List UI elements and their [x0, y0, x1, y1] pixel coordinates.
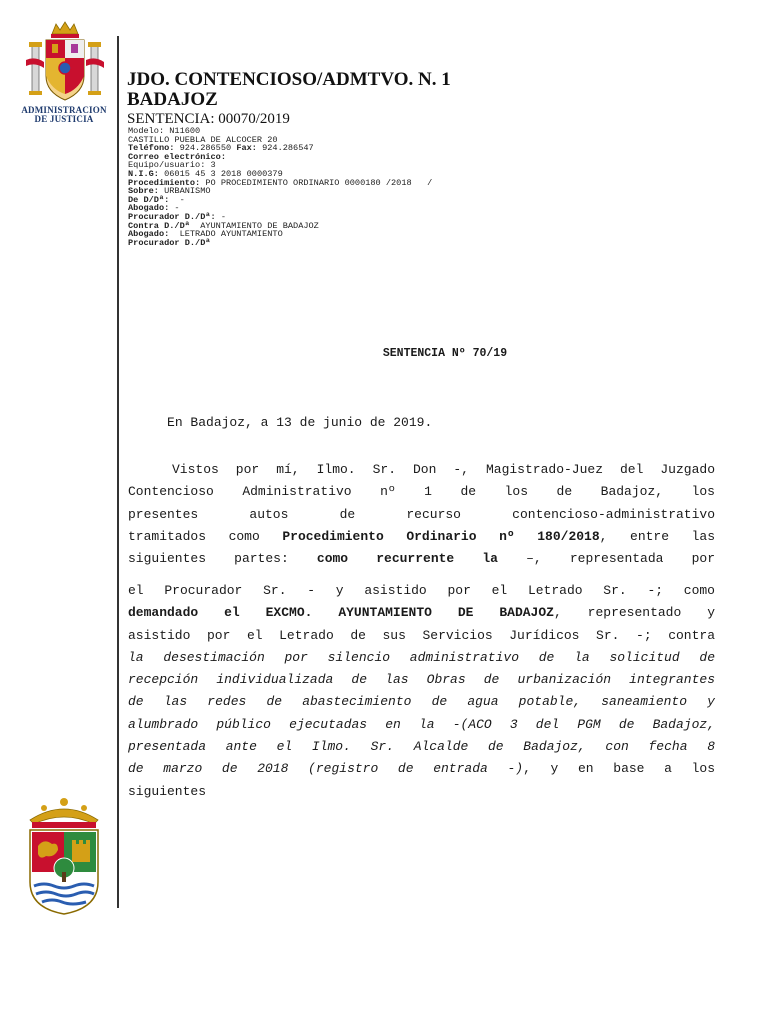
nig-line: N.I.G: 06015 45 3 2018 0000379 — [128, 168, 283, 179]
sobre-line: Sobre: URBANISMO — [128, 186, 211, 197]
procurador-line: Procurador D./Dª: - — [128, 211, 226, 222]
p1-line-3: presentes autos de recurso contencioso-administrativo — [128, 506, 715, 522]
p2-line-10: siguientes — [128, 783, 207, 799]
paragraph-2 — [128, 580, 715, 803]
p2-line-4: la desestimación por silencio administrativo de la solicitud de — [128, 649, 715, 665]
procedimiento-line: Procedimiento: PO PROCEDIMIENTO ORDINARIO 0000180 /2018 / — [128, 177, 433, 188]
p2-line-7: alumbrado público ejecutadas en la -(ACO 3 del PGM de Badajoz, — [128, 716, 715, 732]
p2-line-1: el Procurador Sr. - y asistido por el Letrado Sr. -; como — [128, 583, 715, 598]
contra-line: Contra D./Dª AYUNTAMIENTO DE BADAJOZ — [128, 220, 319, 231]
address-line: CASTILLO PUEBLA DE ALCOCER 20 — [128, 134, 278, 145]
p2-line-9: de marzo de 2018 (registro de entrada -), y en base a los — [128, 761, 715, 777]
spain-coat-of-arms-icon — [22, 20, 108, 106]
caption-line-1: ADMINISTRACION — [21, 105, 107, 115]
abogado2-line: Abogado: LETRADO AYUNTAMIENTO — [128, 229, 283, 240]
sentencia-title-text: SENTENCIA Nº 70/19 — [382, 347, 508, 360]
court-name: JDO. CONTENCIOSO/ADMTVO. N. 1 — [127, 69, 451, 90]
margin-rule — [117, 36, 119, 908]
p2-line-2: demandado el EXCMO. AYUNTAMIENTO DE BADAJOZ, representado y — [128, 605, 715, 621]
case-metadata — [128, 127, 432, 247]
p2-line-6: de las redes de abastecimiento de agua potable, saneamiento y — [128, 694, 715, 710]
p2-line-3: asistido por el Letrado de sus Servicios Jurídicos Sr. -; contra — [128, 627, 715, 643]
p2-line-5: recepción individualizada de las Obras de urbanización integrantes — [128, 672, 715, 688]
modelo-line: Modelo: N11600 — [128, 126, 201, 136]
p1-line-1: Vistos por mí, Ilmo. Sr. Don -, Magistrado-Juez del Juzgado — [172, 462, 715, 477]
admin-justicia-caption — [14, 106, 114, 124]
sentencia-title — [0, 347, 770, 360]
equipo-line: Equipo/usuario: 3 — [128, 160, 216, 171]
court-heading — [127, 70, 451, 110]
p1-line-5: siguientes partes: como recurrente la –, representada por — [128, 551, 715, 567]
p1-line-4: tramitados como Procedimiento Ordinario nº 180/2018, entre las — [128, 528, 715, 544]
abogado-line: Abogado: - — [128, 203, 180, 214]
phone-line: Teléfono: 924.286550 Fax: 924.286547 — [128, 143, 314, 154]
de-line: De D/Dª: - — [128, 194, 185, 205]
email-line: Correo electrónico: — [128, 151, 226, 162]
caption-line-2: DE JUSTICIA — [34, 114, 94, 124]
date-line — [128, 415, 432, 430]
procurador2-line: Procurador D./Dª — [128, 237, 211, 248]
paragraph-1 — [128, 459, 715, 570]
p2-line-8: presentada ante el Ilmo. Sr. Alcalde de Badajoz, con fecha 8 — [128, 739, 715, 755]
date-text: En Badajoz, a 13 de junio de 2019. — [167, 415, 433, 430]
sentencia-code: SENTENCIA: 00070/2019 — [127, 111, 290, 127]
extremadura-coat-of-arms-icon — [24, 794, 104, 916]
court-city: BADAJOZ — [127, 89, 218, 110]
p1-line-2: Contencioso Administrativo nº 1 de los de Badajoz, los — [128, 484, 715, 500]
